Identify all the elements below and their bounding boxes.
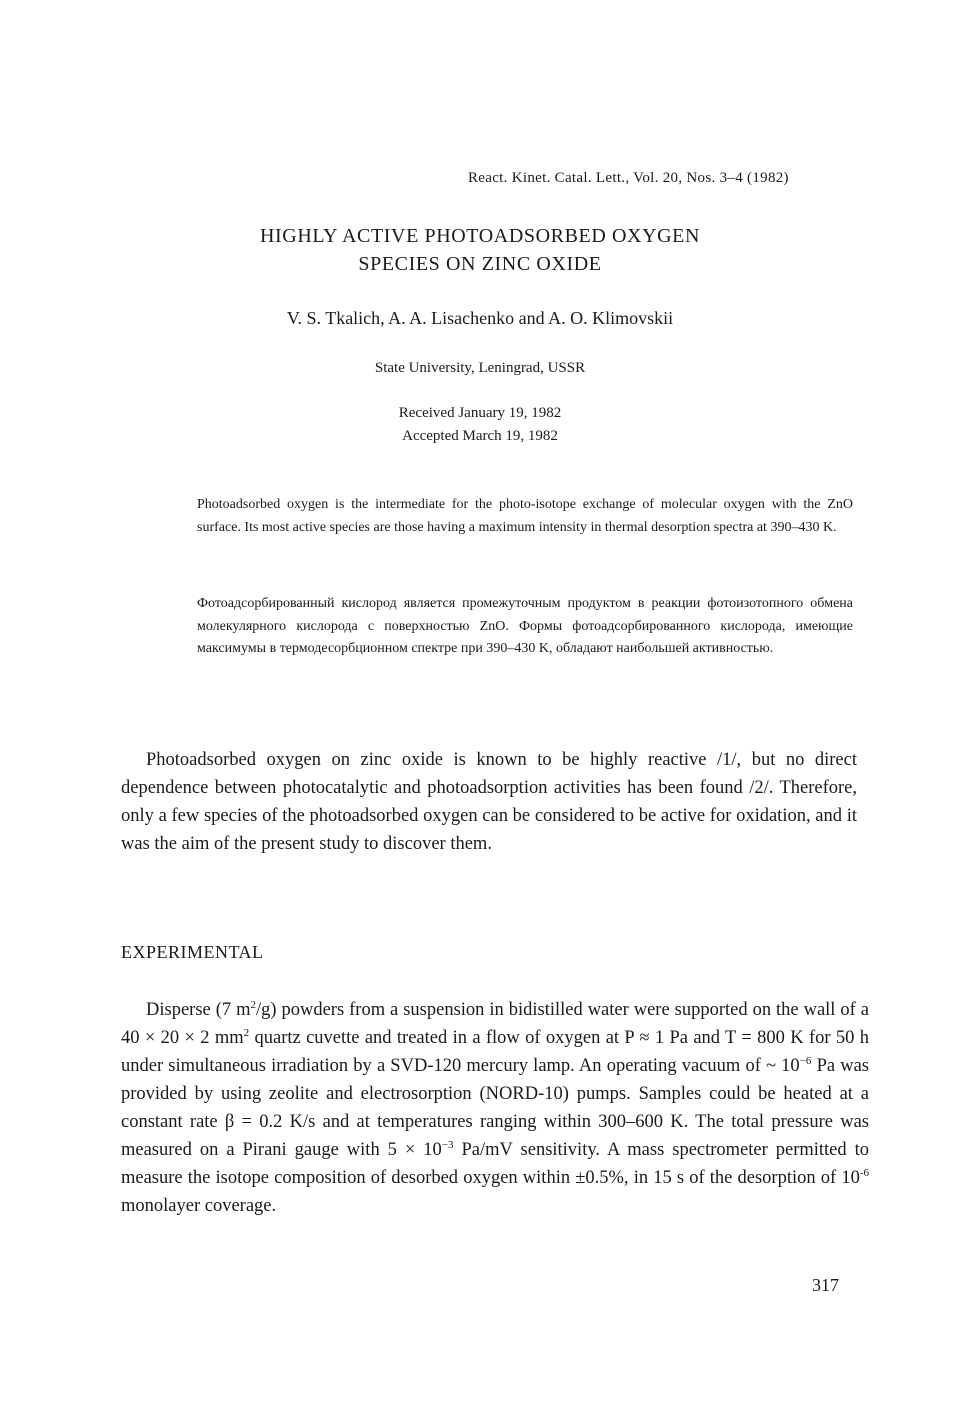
intro-paragraph (121, 746, 857, 858)
journal-reference: React. Kinet. Catal. Lett., Vol. 20, Nos. 3–4 (1982) (468, 170, 789, 186)
exp-sup-e: -6 (859, 1166, 869, 1179)
article-title (200, 222, 760, 278)
exp-text-b: /g) powders from a suspension in bidistilled water were supported on the wall of a 40 × 20 × 2 mm (121, 1000, 869, 1048)
accepted-date: Accepted March 19, 1982 (402, 428, 558, 444)
page-number: 317 (812, 1275, 839, 1295)
exp-text-d: Pa was provided by using zeolite and electrosorption (NORD-10) pumps. Samples could be heated at a constant rate β = 0.2 K/s and at temperatures ranging within 300–600 K. The total pressure was measured on a Pirani gauge with 5 × 10 (121, 1056, 869, 1160)
abstract-english: Photoadsorbed oxygen is the intermediate for the photo-isotope exchange of molecular oxygen with the ZnO surface. Its most active species are those having a maximum intensity in thermal desorption spectra at 390–430 K. (197, 497, 853, 535)
exp-sup-a: 2 (250, 998, 256, 1011)
exp-sup-c: −6 (799, 1054, 812, 1067)
abstract-russian: Фотоадсорбированный кислород является промежуточным продуктом в реакции фотоизотопного обмена молекулярного кислорода с поверхностью ZnO. Формы фотоадсорбированного кислорода, имеющие максимумы в термодесорбционном спектре при 390–430 K, обладают наибольшей активностью. (197, 596, 853, 656)
exp-sup-d: −3 (441, 1138, 454, 1151)
authors: V. S. Tkalich, A. A. Lisachenko and A. O. Klimovskii (286, 308, 674, 328)
section-heading-experimental: EXPERIMENTAL (121, 942, 264, 962)
dates (200, 402, 760, 448)
exp-text-e: Pa/mV sensitivity. A mass spectrometer permitted to measure the isotope composition of desorbed oxygen within ±0.5%, in 15 s of the desorption of 10 (121, 1140, 870, 1188)
title-line-1: HIGHLY ACTIVE PHOTOADSORBED OXYGEN (259, 225, 701, 247)
experimental-paragraph (121, 996, 869, 1220)
received-date: Received January 19, 1982 (398, 405, 562, 421)
exp-text-a: Disperse (7 m (146, 1000, 251, 1020)
exp-text-f: monolayer coverage. (121, 1196, 277, 1216)
exp-sup-b: 2 (243, 1026, 250, 1039)
affiliation: State University, Leningrad, USSR (374, 360, 586, 376)
title-line-2: SPECIES ON ZINC OXIDE (358, 253, 602, 275)
intro-paragraph-text: Photoadsorbed oxygen on zinc oxide is known to be highly reactive /1/, but no direct dependence between photocatalytic and photoadsorption activities has been found /2/. Therefore, only a few species of the photoadsorbed oxygen can be considered to be active for oxidation, and it was the aim of the present study to discover them. (121, 750, 857, 854)
exp-text-c: quartz cuvette and treated in a flow of oxygen at P ≈ 1 Pa and T = 800 K for 50 h under simultaneous irradiation by a SVD-120 mercury lamp. An operating vacuum of ~ 10 (121, 1028, 869, 1076)
